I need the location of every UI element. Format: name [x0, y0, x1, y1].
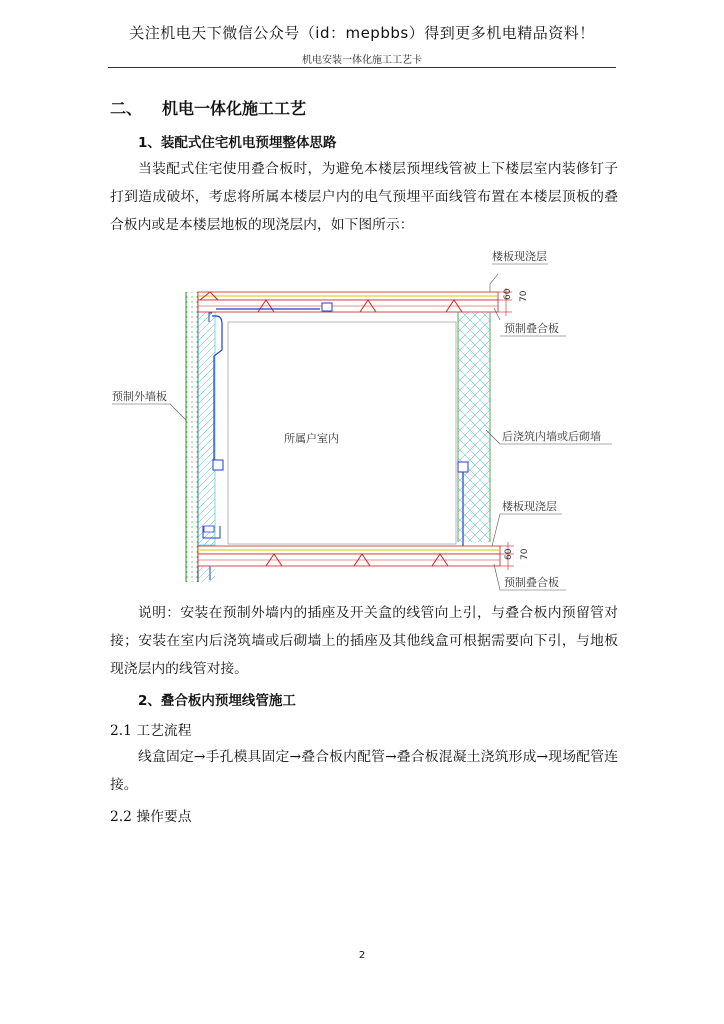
label-wall-right: 后浇筑内墙或后砌墙: [502, 430, 601, 443]
section-title: 机电一体化施工工艺: [162, 99, 307, 118]
dim-70-bottom: 70: [520, 548, 530, 560]
label-top-precast: 预制叠合板: [504, 322, 559, 335]
lower-joint: [204, 526, 214, 532]
leader-top-cast: [490, 274, 498, 292]
top-junction-box: [322, 303, 332, 311]
wall-socket-box: [213, 460, 223, 470]
precast-outer-wall: [198, 305, 215, 545]
section-number: 二、: [110, 99, 143, 118]
subsection-2-heading: 2、叠合板内预埋线管施工: [138, 693, 296, 709]
label-bottom-cast: 楼板现浇层: [502, 500, 557, 513]
floor-conduit: [206, 472, 463, 556]
label-top-cast: 楼板现浇层: [492, 250, 547, 263]
note-paragraph: 说明：安装在预制外墙内的插座及开关盒的线管向上引，与叠合板内预留管对接；安装在室内后浇筑墙或后砌墙上的插座及其他线盒可根据需要向下引，与地板现浇层内的线管对接。: [110, 605, 618, 677]
leader-bottom-cast: [492, 514, 500, 546]
process-flow-paragraph: 线盒固定→手孔模具固定→叠合板内配管→叠合板混凝土浇筑形成→现场配管连接。: [110, 749, 618, 793]
page-number: 2: [358, 950, 366, 961]
dim-60-top: 60: [503, 288, 513, 300]
leader-bottom-precast: [494, 564, 500, 590]
subsection-2-2-title: 2.2 操作要点: [110, 809, 192, 825]
subsection-1-heading: 1、装配式住宅机电预埋整体思路: [138, 135, 337, 151]
intro-paragraph: 当装配式住宅使用叠合板时，为避免本楼层预埋线管被上下楼层室内装修钉子打到造成破坏，考虑将所属本楼层户内的电气预埋平面线管布置在本楼层顶板的叠合板内或是本楼层地板的现浇层内，如下图所示：: [110, 161, 618, 233]
dim-70-top: 70: [519, 290, 529, 302]
promo-banner: 关注机电天下微信公众号（id：mepbbs）得到更多机电精品资料！: [129, 24, 595, 42]
label-bottom-precast: 预制叠合板: [504, 576, 559, 589]
label-wall-left: 预制外墙板: [112, 390, 167, 403]
subsection-2-1-title: 2.1 工艺流程: [110, 723, 192, 739]
outer-wall-insulation: [186, 292, 198, 582]
label-room: 所属户室内: [284, 432, 339, 445]
dim-60-bottom: 60: [504, 548, 514, 560]
right-socket-box: [458, 462, 468, 472]
leader-wall-left: [170, 404, 186, 420]
lower-wall-hatch: [198, 566, 215, 582]
running-header: 机电安装一体化施工工艺卡: [302, 55, 422, 66]
room-outline: [228, 322, 456, 544]
